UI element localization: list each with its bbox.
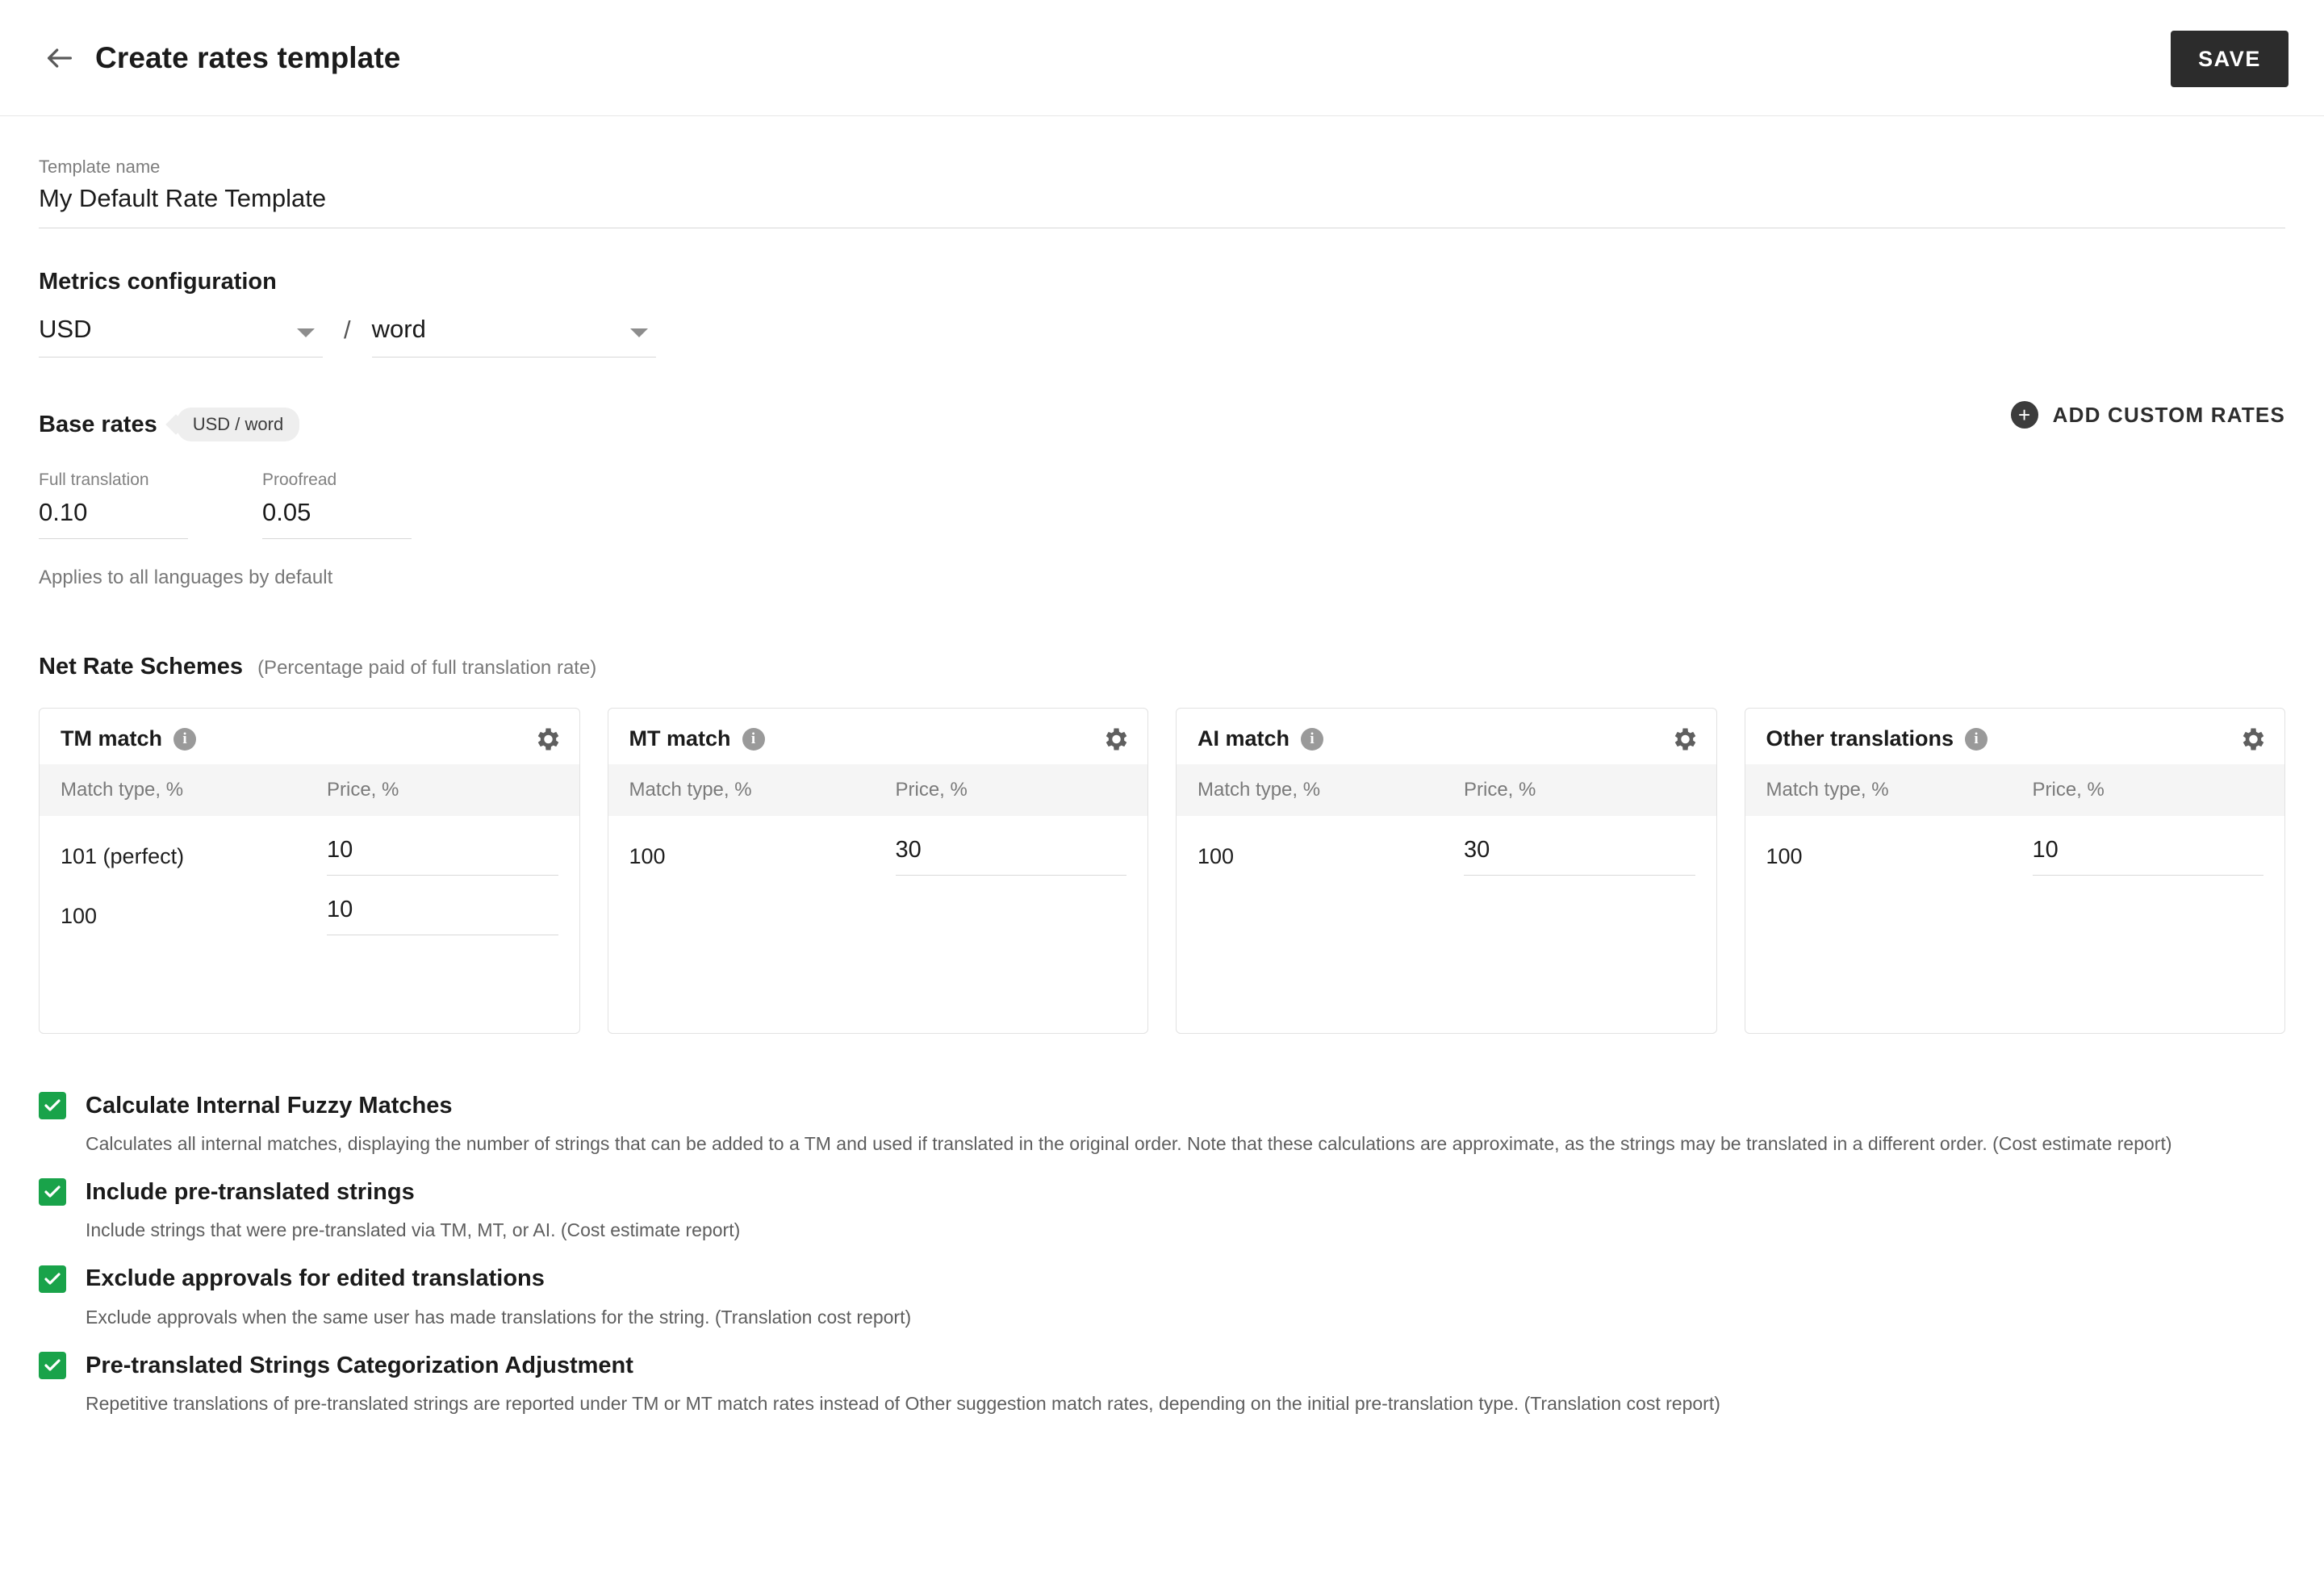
page-content: [0, 157, 2324, 1487]
chevron-down-icon: [297, 328, 315, 337]
template-name-label: Template name: [39, 157, 161, 177]
card-title: TM match: [61, 726, 163, 751]
option-include-pre-translated-strings: [39, 1178, 2285, 1244]
metrics-separator: /: [344, 316, 351, 344]
info-icon[interactable]: i: [1965, 728, 1988, 751]
ai-match-card: [1176, 708, 1717, 1034]
unit-select[interactable]: [372, 315, 656, 358]
full-translation-input[interactable]: [39, 498, 188, 539]
chevron-down-icon: [630, 328, 648, 337]
base-rates-header: [39, 402, 2285, 441]
option-description: Calculates all internal matches, displaying the number of strings that can be added to a TM and used if translated in the original order. Note that these calculations are approximate, as the strings may be translated in a different order. (Cost estimate report): [86, 1133, 2172, 1154]
card-column-headers: [608, 764, 1148, 816]
card-title: MT match: [629, 726, 731, 751]
match-type-value: 101 (perfect): [61, 843, 185, 868]
other-translations-card: [1745, 708, 2286, 1034]
options-list: [39, 1092, 2285, 1487]
column-header-match-type: Match type, %: [629, 779, 752, 801]
page-header: [0, 0, 2324, 116]
card-header: [1177, 709, 1716, 764]
price-input[interactable]: [327, 897, 558, 935]
net-rate-schemes-subtitle: (Percentage paid of full translation rate): [257, 657, 597, 679]
card-header: [40, 709, 579, 764]
option-label: Pre-translated Strings Categorization Adjustment: [86, 1352, 633, 1378]
net-rate-scheme-cards: [39, 708, 2285, 1034]
checkbox-pre-translated-strings-categorization-adjustment[interactable]: [39, 1352, 66, 1379]
info-icon[interactable]: i: [173, 728, 196, 751]
column-header-price: Price, %: [1464, 779, 1536, 801]
option-label: Exclude approvals for edited translations: [86, 1265, 545, 1292]
add-custom-rates-button[interactable]: [2011, 401, 2285, 429]
back-arrow-icon[interactable]: [36, 34, 84, 82]
option-description: Include strings that were pre-translated via TM, MT, or AI. (Cost estimate report): [86, 1219, 741, 1241]
match-type-value: 100: [1766, 843, 1803, 868]
proofread-label: Proofread: [262, 470, 337, 489]
mt-match-card: [608, 708, 1149, 1034]
card-title: Other translations: [1766, 726, 1954, 751]
price-input[interactable]: [1464, 837, 1695, 876]
card-column-headers: [40, 764, 579, 816]
option-description: Repetitive translations of pre-translated strings are reported under TM or MT match rates instead of Other suggestion match rates, depending on the initial pre-translation type. (Translation cost report): [86, 1393, 1720, 1415]
match-type-value: 100: [1198, 843, 1235, 868]
price-input[interactable]: [327, 837, 558, 876]
currency-select-value: USD: [39, 315, 92, 343]
option-label: Calculate Internal Fuzzy Matches: [86, 1092, 453, 1119]
match-type-value: 100: [629, 843, 666, 868]
card-column-headers: [1745, 764, 2285, 816]
info-icon[interactable]: i: [1301, 728, 1323, 751]
add-custom-rates-label: ADD CUSTOM RATES: [2052, 402, 2285, 427]
template-name-input[interactable]: [39, 184, 2285, 228]
column-header-match-type: Match type, %: [1766, 779, 1889, 801]
proofread-field: [262, 470, 412, 539]
table-row: [1745, 816, 2285, 876]
gear-icon[interactable]: [2238, 725, 2267, 754]
page-title: Create rates template: [95, 40, 401, 74]
proofread-input[interactable]: [262, 498, 412, 539]
gear-icon[interactable]: [533, 725, 562, 754]
tm-match-card: [39, 708, 580, 1034]
save-button[interactable]: SAVE: [2171, 31, 2288, 87]
option-exclude-approvals-for-edited-translations: [39, 1265, 2285, 1331]
checkbox-include-pre-translated-strings[interactable]: [39, 1178, 66, 1206]
full-translation-field: [39, 470, 188, 539]
plus-icon: +: [2011, 401, 2038, 429]
table-row: [608, 816, 1148, 876]
metrics-configuration-title: Metrics configuration: [39, 269, 277, 295]
card-header: [608, 709, 1148, 764]
option-label: Include pre-translated strings: [86, 1178, 415, 1205]
base-rates-note: Applies to all languages by default: [39, 567, 333, 588]
base-rates-title: Base rates: [39, 411, 157, 437]
card-title: AI match: [1198, 726, 1290, 751]
checkbox-exclude-approvals-for-edited-translations[interactable]: [39, 1265, 66, 1293]
option-pre-translated-strings-categorization-adjustment: [39, 1352, 2285, 1417]
column-header-price: Price, %: [2032, 779, 2105, 801]
table-row: [1177, 816, 1716, 876]
table-row: [40, 816, 579, 876]
full-translation-label: Full translation: [39, 470, 149, 489]
base-rates-unit-chip: USD / word: [177, 408, 299, 441]
info-icon[interactable]: i: [742, 728, 765, 751]
net-rate-schemes-title: Net Rate Schemes: [39, 654, 244, 680]
card-column-headers: [1177, 764, 1716, 816]
match-type-value: 100: [61, 903, 98, 928]
column-header-price: Price, %: [327, 779, 399, 801]
checkbox-calculate-internal-fuzzy-matches[interactable]: [39, 1092, 66, 1119]
option-description: Exclude approvals when the same user has made translations for the string. (Translation cost report): [86, 1306, 912, 1328]
base-rate-inputs: [39, 470, 2285, 539]
column-header-match-type: Match type, %: [61, 779, 184, 801]
net-rate-schemes-header: [39, 654, 2285, 680]
gear-icon[interactable]: [1101, 725, 1130, 754]
price-input[interactable]: [896, 837, 1127, 876]
column-header-match-type: Match type, %: [1198, 779, 1321, 801]
unit-select-value: word: [371, 315, 426, 343]
option-calculate-internal-fuzzy-matches: [39, 1092, 2285, 1157]
column-header-price: Price, %: [895, 779, 968, 801]
price-input[interactable]: [2033, 837, 2264, 876]
gear-icon[interactable]: [1670, 725, 1699, 754]
table-row: [40, 876, 579, 935]
metrics-configuration-row: [39, 315, 2285, 358]
currency-select[interactable]: [39, 315, 323, 358]
card-header: [1745, 709, 2285, 764]
